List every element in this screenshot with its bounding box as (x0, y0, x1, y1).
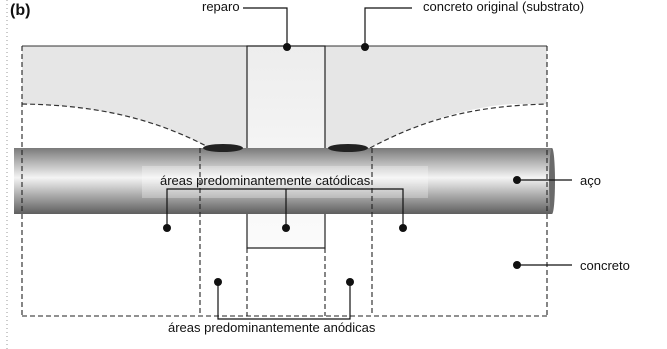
anodic-label: áreas predominantemente anódicas (168, 320, 376, 335)
anodic-dot-right (346, 278, 354, 286)
repair-dot (283, 43, 291, 51)
concrete-label: concreto (580, 258, 630, 273)
steel-bar-end (549, 148, 555, 214)
panel-label: (b) (10, 2, 31, 19)
anodic-dot-left (214, 278, 222, 286)
corrosion-spot-left (203, 144, 243, 152)
repair-label: reparo (202, 0, 240, 14)
substrate-leader (365, 8, 412, 46)
anodic-bracket (218, 282, 350, 319)
repair-leader (243, 8, 287, 46)
cathodic-dot-left (163, 224, 171, 232)
cathodic-label: áreas predominantemente catódicas (160, 173, 371, 188)
concrete-dot (513, 261, 521, 269)
cathodic-dot-center (282, 224, 290, 232)
substrate-dot (361, 43, 369, 51)
cathodic-dot-right (399, 224, 407, 232)
steel-label: aço (580, 173, 601, 188)
corrosion-spot-right (328, 144, 368, 152)
steel-dot (513, 176, 521, 184)
substrate-label: concreto original (substrato) (423, 0, 585, 14)
